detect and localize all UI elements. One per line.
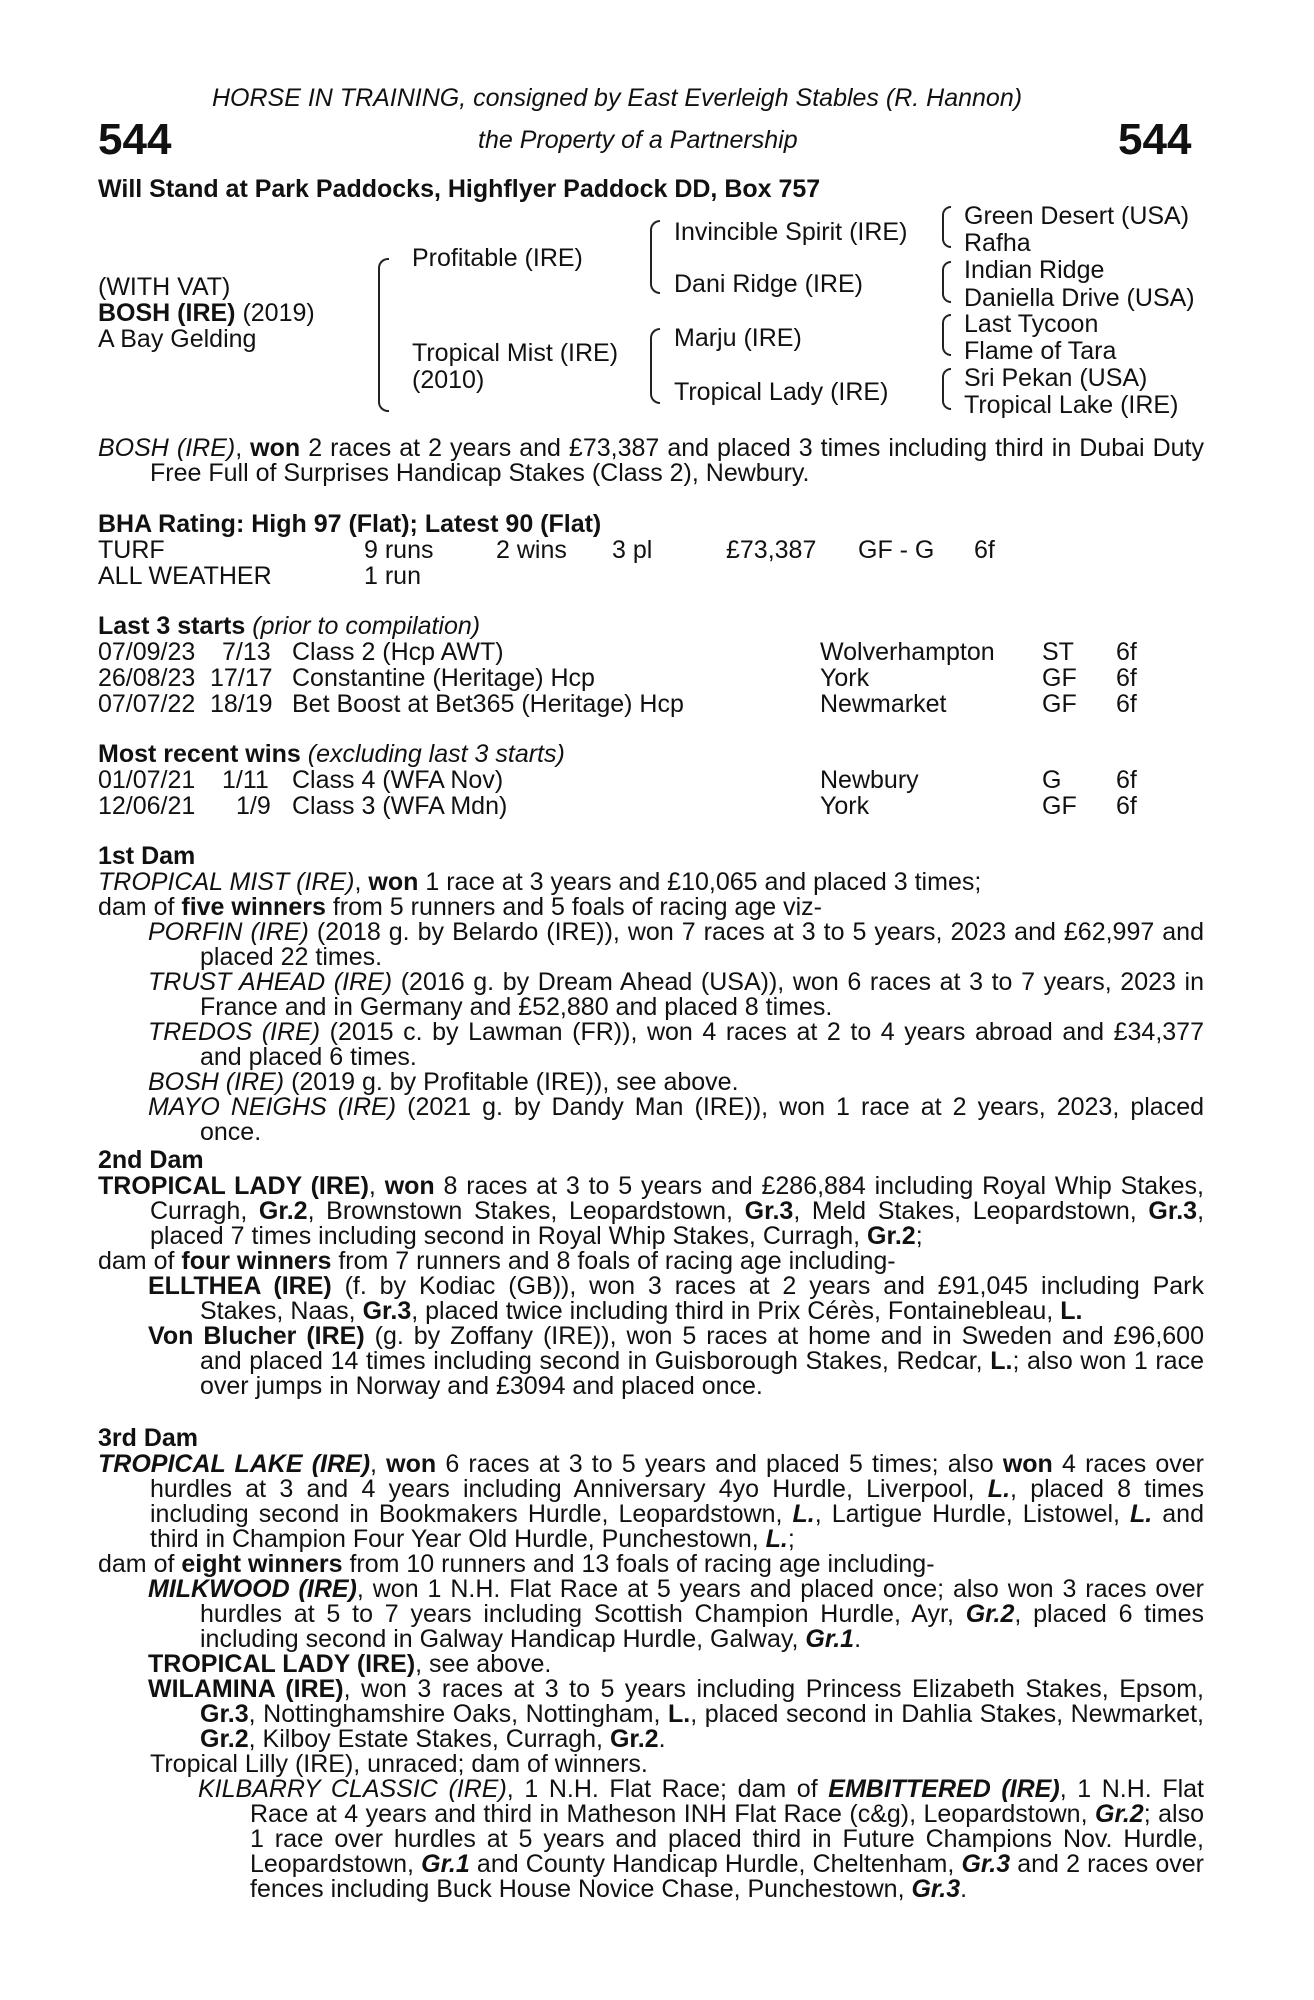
table-row <box>98 692 1198 718</box>
recent-wins-title: Most recent wins <box>98 740 301 768</box>
grade-label: Gr.2 <box>200 1725 249 1753</box>
brace-sire-dam <box>378 258 389 412</box>
rating-runs: 9 runs <box>364 536 434 564</box>
summary-horse-name: BOSH (IRE) <box>98 434 236 462</box>
second-dam-name: TROPICAL LADY (IRE) <box>98 1172 369 1200</box>
run-course: York <box>820 792 870 820</box>
grade-label: Gr.1 <box>805 1625 855 1653</box>
produce-name: EMBITTERED (IRE) <box>828 1775 1060 1803</box>
text-run: , 1 N.H. Flat Race at 4 years and third in Matheson INH Flat Race (c&g), Leopardstown, <box>250 1775 1204 1828</box>
text-run: , won 1 N.H. Flat Race at 5 years and placed once; also won 3 races over hurdles at 5 to 7 years including Scottish Champion Hurdle, Ayr, <box>200 1575 1204 1628</box>
list-item <box>98 1274 1204 1324</box>
list-item <box>98 1752 1204 1777</box>
grade-label: Gr.2 <box>1095 1800 1144 1828</box>
stand-location: Will Stand at Park Paddocks, Highflyer Paddock DD, Box 757 <box>98 175 821 203</box>
pedigree-dam-dam: Tropical Lady (IRE) <box>674 378 889 406</box>
grade-label: Gr.3 <box>362 1297 412 1325</box>
listed-label: L. <box>765 1525 788 1553</box>
first-dam-title: 1st Dam <box>98 842 196 870</box>
produce-name: ELLTHEA (IRE) <box>148 1272 332 1300</box>
rating-runs: 1 run <box>364 562 421 590</box>
lot-number-right: 544 <box>1118 115 1192 164</box>
listed-label: L. <box>1060 1297 1083 1325</box>
run-date: 12/06/21 <box>98 792 196 820</box>
won-label: won <box>384 1172 435 1200</box>
text-run: . <box>854 1625 862 1653</box>
vat-label: (WITH VAT) <box>98 273 231 301</box>
rating-distance: 6f <box>974 536 995 564</box>
produce-name: WILAMINA (IRE) <box>148 1675 344 1703</box>
listed-label: L. <box>668 1700 691 1728</box>
produce-name: MILKWOOD (IRE) <box>148 1575 357 1603</box>
pedigree-dam: Tropical Mist (IRE) <box>412 339 619 367</box>
pedigree-dam-year: (2010) <box>412 366 485 394</box>
run-position: 7/13 <box>222 638 271 666</box>
brace-sire-parents <box>650 220 660 294</box>
last-starts-title: Last 3 starts <box>98 612 246 640</box>
list-item <box>98 920 1204 970</box>
brace-g56 <box>942 314 951 356</box>
table-row <box>98 768 1198 794</box>
list-item <box>98 1070 1204 1095</box>
grade-label: Gr.2 <box>965 1600 1015 1628</box>
run-distance: 6f <box>1116 766 1137 794</box>
text-run: 8 races at 3 to 5 years and £286,884 including Royal Whip Stakes, Curragh, <box>150 1172 1204 1225</box>
dam-of-prefix: dam of <box>98 1550 182 1578</box>
run-date: 07/07/22 <box>98 690 196 718</box>
text-run: , Kilboy Estate Stakes, Curragh, <box>248 1725 610 1753</box>
race-summary: BOSH (IRE), won 2 races at 2 years and £73,387 and placed 3 times including third in Dubai Duty Free Full of Surprises Handicap Stakes (Class 2), Newbury. <box>98 434 1204 487</box>
list-item <box>98 1577 1204 1652</box>
consignor-line: HORSE IN TRAINING, consigned by East Everleigh Stables (R. Hannon) <box>212 84 1023 112</box>
horse-description: A Bay Gelding <box>98 325 257 353</box>
run-race: Class 4 (WFA Nov) <box>292 766 504 794</box>
list-item <box>98 1652 1204 1677</box>
listed-label: L. <box>1130 1500 1153 1528</box>
run-going: GF <box>1042 792 1077 820</box>
text-run: , <box>370 1450 387 1478</box>
text-run: , placed 6 times including second in Galway Handicap Hurdle, Galway, <box>200 1600 1204 1653</box>
dam-of-prefix: dam of <box>98 893 182 921</box>
run-distance: 6f <box>1116 664 1137 692</box>
run-distance: 6f <box>1116 638 1137 666</box>
text-run: (g. by Zoffany (IRE)), won 5 races at home and in Sweden and £96,600 and placed 14 times including second in Guisborough Stakes, Redcar, <box>200 1322 1204 1375</box>
pedigree-sire-sire: Invincible Spirit (IRE) <box>674 218 908 246</box>
pedigree-dam-sire: Marju (IRE) <box>674 324 802 352</box>
summary-text: 2 races at 2 years and £73,387 and placed 3 times including third in Dubai Duty Free Full of Surprises Handicap Stakes (Class 2), Newbury. <box>150 434 1204 487</box>
dam-of-prefix: dam of <box>98 1247 182 1275</box>
grade-label: Gr.2 <box>258 1197 308 1225</box>
property-line: the Property of a Partnership <box>478 126 798 154</box>
lot-number-left: 544 <box>98 115 172 164</box>
listed-label: L. <box>990 1347 1013 1375</box>
grade-label: Gr.1 <box>421 1850 470 1878</box>
run-race: Class 2 (Hcp AWT) <box>292 638 504 666</box>
rating-wins: 2 wins <box>496 536 567 564</box>
recent-wins-heading <box>98 742 565 767</box>
text-run: and third in Champion Four Year Old Hurdle, Punchestown, <box>150 1500 1204 1553</box>
text-run: . <box>960 1875 968 1903</box>
produce-name: MAYO NEIGHS (IRE) <box>148 1093 397 1121</box>
produce-record: (2019 g. by Profitable (IRE)), see above. <box>284 1068 739 1096</box>
rating-prize: £73,387 <box>726 536 817 564</box>
pedigree-g4: Daniella Drive (USA) <box>964 284 1195 312</box>
text-run: , placed 8 times including second in Bookmakers Hurdle, Leopardstown, <box>150 1475 1204 1528</box>
produce-record: (2021 g. by Dandy Man (IRE)), won 1 race at 2 years, 2023, placed once. <box>200 1093 1204 1146</box>
pedigree-g8: Tropical Lake (IRE) <box>964 391 1179 419</box>
brace-g12 <box>942 206 951 248</box>
pedigree-g2: Rafha <box>964 229 1031 257</box>
table-row <box>98 640 1198 666</box>
grade-label: Gr.3 <box>911 1875 961 1903</box>
listed-label: L. <box>987 1475 1011 1503</box>
run-position: 1/9 <box>236 792 271 820</box>
third-dam-record <box>98 1452 1204 1552</box>
rating-surface: TURF <box>98 536 165 564</box>
list-item <box>98 1020 1204 1070</box>
run-race: Constantine (Heritage) Hcp <box>292 664 595 692</box>
summary-won: won <box>250 434 301 462</box>
dam-of-suffix: from 5 runners and 5 foals of racing age viz- <box>325 893 822 921</box>
first-dam-won: won <box>368 868 419 896</box>
grade-label: Gr.3 <box>200 1700 249 1728</box>
produce-name: KILBARRY CLASSIC (IRE) <box>198 1775 507 1803</box>
run-course: Newmarket <box>820 690 947 718</box>
run-position: 1/11 <box>222 766 269 794</box>
first-dam-record: 1 race at 3 years and £10,065 and placed 3 times; <box>418 868 982 896</box>
run-position: 17/17 <box>210 664 273 692</box>
run-date: 07/09/23 <box>98 638 196 666</box>
produce-name: PORFIN (IRE) <box>148 918 309 946</box>
text-run: , placed twice including third in Prix Cérès, Fontainebleau, <box>411 1297 1061 1325</box>
text-run: , placed second in Dahlia Stakes, Newmarket, <box>690 1700 1204 1728</box>
run-distance: 6f <box>1116 690 1137 718</box>
produce-record: (2016 g. by Dream Ahead (USA)), won 6 races at 3 to 7 years, 2023 in France and in Germany and £52,880 and placed 8 times. <box>200 968 1204 1021</box>
text-run: ; also won 1 race over jumps in Norway and £3094 and placed once. <box>200 1347 1204 1400</box>
grade-label: Gr.2 <box>867 1222 916 1250</box>
pedigree-sire-dam: Dani Ridge (IRE) <box>674 270 863 298</box>
produce-name: BOSH (IRE) <box>148 1068 285 1096</box>
dam-of-suffix: from 7 runners and 8 foals of racing age including- <box>331 1247 896 1275</box>
pedigree-g5: Last Tycoon <box>964 310 1099 338</box>
pedigree-g6: Flame of Tara <box>964 337 1117 365</box>
pedigree-g1: Green Desert (USA) <box>964 202 1190 230</box>
pedigree-sire: Profitable (IRE) <box>412 244 583 272</box>
pedigree-g3: Indian Ridge <box>964 256 1105 284</box>
text-run: 4 races over hurdles at 3 and 4 years including Anniversary 4yo Hurdle, Liverpool, <box>150 1450 1204 1503</box>
produce-name: Von Blucher (IRE) <box>148 1322 365 1350</box>
grade-label: Gr.2 <box>609 1725 659 1753</box>
run-distance: 6f <box>1116 792 1137 820</box>
text-run: , <box>368 1172 385 1200</box>
text-run: and 2 races over fences including Buck House Novice Chase, Punchestown, <box>250 1850 1204 1903</box>
text-run: , placed 7 times including second in Royal Whip Stakes, Curragh, <box>150 1197 1205 1250</box>
dam-of-suffix: from 10 runners and 13 foals of racing age including- <box>342 1550 935 1578</box>
list-item <box>98 1324 1204 1399</box>
run-position: 18/19 <box>210 690 273 718</box>
list-item <box>98 1777 1204 1902</box>
run-date: 01/07/21 <box>98 766 196 794</box>
pedigree-g7: Sri Pekan (USA) <box>964 364 1148 392</box>
horse-year: (2019) <box>242 299 315 327</box>
run-date: 26/08/23 <box>98 664 196 692</box>
rating-placed: 3 pl <box>612 536 653 564</box>
dam-of-winners: five winners <box>181 893 326 921</box>
text-run: , Nottinghamshire Oaks, Nottingham, <box>248 1700 669 1728</box>
run-course: Wolverhampton <box>820 638 995 666</box>
text-run: , won 3 races at 3 to 5 years including Princess Elizabeth Stakes, Epsom, <box>343 1675 1205 1703</box>
brace-g78 <box>942 368 951 410</box>
run-going: GF <box>1042 664 1077 692</box>
text-run: , Brownstown Stakes, Leopardstown, <box>307 1197 745 1225</box>
table-row <box>98 794 1198 820</box>
brace-g34 <box>942 261 951 303</box>
text-run: and County Handicap Hurdle, Cheltenham, <box>469 1850 962 1878</box>
text-run: , Lartigue Hurdle, Listowel, <box>814 1500 1131 1528</box>
produce-record: (2018 g. by Belardo (IRE)), won 7 races at 3 to 5 years, 2023 and £62,997 and placed 22 times. <box>200 918 1204 971</box>
won-label: won <box>1002 1450 1053 1478</box>
text-run: ; <box>915 1222 923 1250</box>
text-run: , 1 N.H. Flat Race; dam of <box>506 1775 829 1803</box>
horse-name: BOSH (IRE) <box>98 299 236 327</box>
third-dam-title: 3rd Dam <box>98 1424 199 1452</box>
produce-record: (2015 c. by Lawman (FR)), won 4 races at 2 to 4 years abroad and £34,377 and placed 6 times. <box>200 1018 1204 1071</box>
last-starts-note: (prior to compilation) <box>252 612 481 640</box>
first-dam-name: TROPICAL MIST (IRE) <box>98 868 355 896</box>
rating-row-turf <box>98 538 1198 564</box>
won-label: won <box>386 1450 437 1478</box>
first-dam-section: TROPICAL MIST (IRE), won 1 race at 3 years and £10,065 and placed 3 times; dam of five winners from 5 runners and 5 foals of racing age viz- PORFIN (IRE) (2018 g. by Belardo (IRE)), won 7 races at 3 to 5 years, 2023 and £62,997 and placed 22 times. TRUST AHEAD (IRE) (2016 g. by Dream Ahead (USA)), won 6 races at 3 to 7 years, 2023 in France and in Germany and £52,880 and placed 8 times. TREDOS (IRE) (2015 c. by Lawman (FR)), won 4 races at 2 to 4 years abroad and £34,377 and placed 6 times. BOSH (IRE) (2019 g. by Profitable (IRE)), see above. MAYO NEIGHS (IRE) (2021 g. by Dandy Man (IRE)), won 1 race at 2 years, 2023, placed once. <box>98 868 1204 1146</box>
second-dam-section <box>98 1174 1204 1399</box>
text-run: , see above. <box>415 1650 552 1678</box>
run-course: York <box>820 664 870 692</box>
run-going: G <box>1042 766 1062 794</box>
last-starts-heading <box>98 614 480 639</box>
run-going: GF <box>1042 690 1077 718</box>
produce-name: TREDOS (IRE) <box>148 1018 321 1046</box>
text-run: ; also 1 race over hurdles at 5 years and placed third in Future Champions Nov. Hurdle, Leopardstown, <box>250 1800 1204 1878</box>
produce-name: TRUST AHEAD (IRE) <box>148 968 393 996</box>
text-run: , Meld Stakes, Leopardstown, <box>793 1197 1149 1225</box>
produce-name: TROPICAL LADY (IRE) <box>148 1650 416 1678</box>
run-race: Bet Boost at Bet365 (Heritage) Hcp <box>292 690 684 718</box>
text-run: ; <box>787 1525 795 1553</box>
recent-wins-note: (excluding last 3 starts) <box>307 740 565 768</box>
listed-label: L. <box>792 1500 815 1528</box>
run-course: Newbury <box>820 766 919 794</box>
third-dam-section <box>98 1452 1204 1902</box>
second-dam-title: 2nd Dam <box>98 1146 204 1174</box>
dam-of-winners: four winners <box>181 1247 332 1275</box>
run-race: Class 3 (WFA Mdn) <box>292 792 508 820</box>
horse-name-line <box>98 301 315 326</box>
unraced-daughter: Tropical Lilly (IRE), unraced; dam of winners. <box>150 1750 648 1778</box>
text-run: 6 races at 3 to 5 years and placed 5 times; also <box>436 1450 1003 1478</box>
list-item <box>98 970 1204 1020</box>
dam-of-winners: eight winners <box>181 1550 343 1578</box>
grade-label: Gr.3 <box>1148 1197 1198 1225</box>
rating-row-aw <box>98 564 1198 590</box>
grade-label: Gr.3 <box>744 1197 794 1225</box>
third-dam-name: TROPICAL LAKE (IRE) <box>98 1450 371 1478</box>
run-going: ST <box>1042 638 1074 666</box>
grade-label: Gr.3 <box>961 1850 1011 1878</box>
rating-going: GF - G <box>858 536 935 564</box>
brace-dam-parents <box>650 328 660 404</box>
list-item <box>98 1095 1204 1145</box>
text-run: (f. by Kodiac (GB)), won 3 races at 2 years and £91,045 including Park Stakes, Naas, <box>200 1272 1205 1325</box>
rating-surface: ALL WEATHER <box>98 562 272 590</box>
list-item <box>98 1677 1204 1752</box>
table-row <box>98 666 1198 692</box>
text-run: . <box>658 1725 666 1753</box>
second-dam-record <box>98 1174 1204 1249</box>
bha-rating-title: BHA Rating: High 97 (Flat); Latest 90 (Flat) <box>98 510 602 538</box>
